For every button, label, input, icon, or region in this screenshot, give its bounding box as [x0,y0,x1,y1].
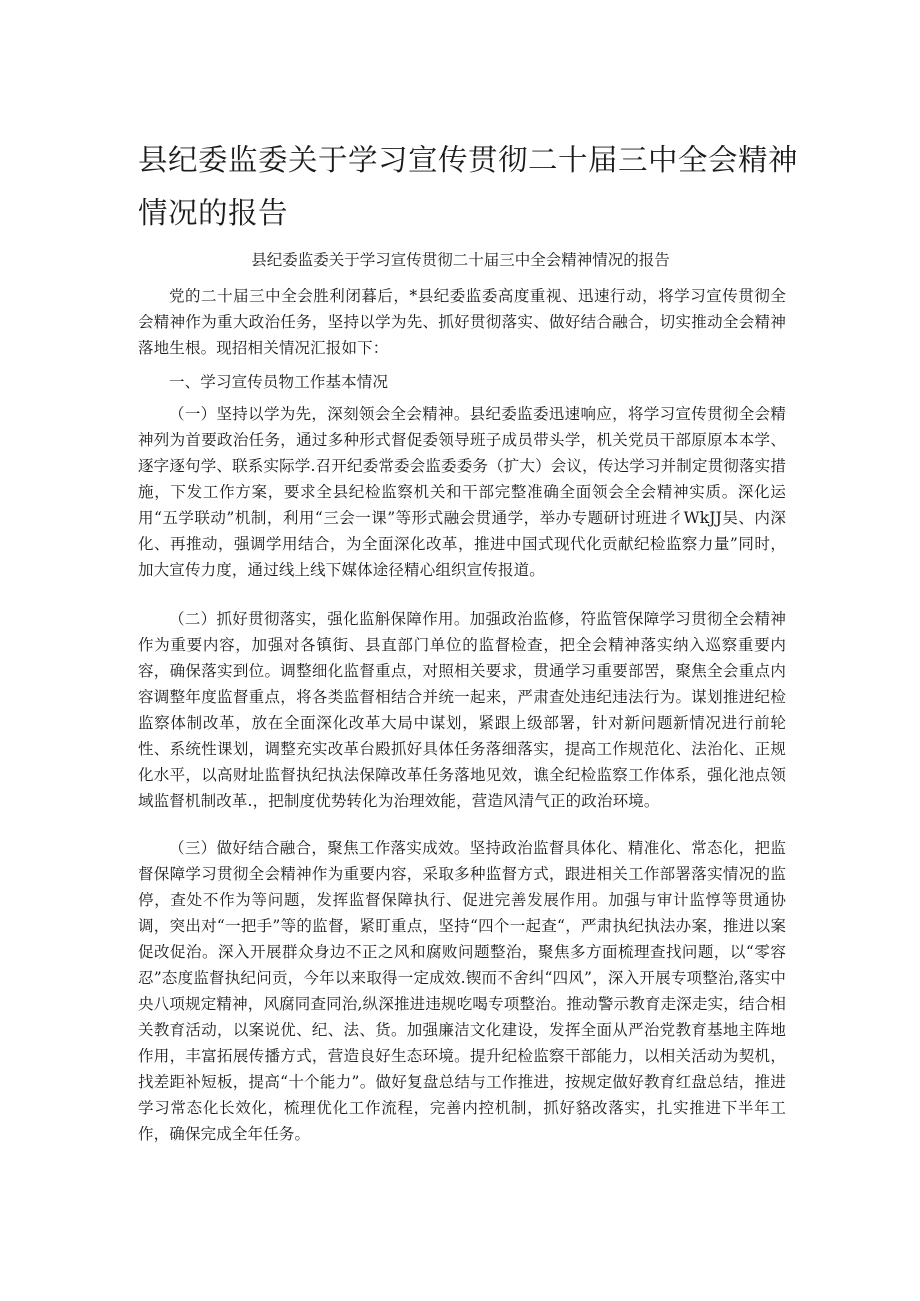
paragraph-subsection-1: （一）坚持以学为先，深刻领会全会精神。县纪委监委迅速响应，将学习宣传贯彻全会精神列为首要政治任务，通过多种形式督促委领导班子成员带头学，机关党员干部原原本本学、逐字逐句学、联系实际学.召开纪委常委会监委委务（扩大）会议，传达学习并制定贯彻落实措施，下发工作方案，要求全县纪检监察机关和干部完整准确全面领会全会精神实质。深化运用“五学联动”机制，利用“三会一课”等形式融会贯通学，举办专题研讨班进彳WkJJ吴、内深化、再推动，强调学用结合，为全面深化改革，推进中国式现代化贡献纪检监察力量”同时，加大宣传力度，通过线上线下媒体途径精心组织宣传报道。 [138,405,786,579]
document-subtitle: 县纪委监委关于学习宣传贯彻二十届三中全会精神情况的报告 [251,251,670,269]
document-title [138,134,798,240]
section-heading: 一、学习宣传员物工作基本情况 [169,373,389,391]
intro-paragraph: 党的二十届三中全会胜利闭暮后，*县纪委监委高度重视、迅速行动，将学习宣传贯彻全会精神作为重大政治任务，坚持以学为先、抓好贯彻落实、做好结合融合，切实推动全会精神落地生根。现招相关情况汇报如下： [138,287,786,357]
title-line-1: 县纪委监委关于学习宣传贯彻二十届三中全会精神 [138,143,799,177]
paragraph-subsection-3: （三）做好结合融合，聚焦工作落实成效。坚持政治监督具体化、精准化、常态化，把监督保障学习贯彻全会精神作为重要内容，采取多种监督方式，跟进相关工作部署落实情况的监停，查处不作为等问题，发挥监督保障执行、促进完善发展作用。加强与审计监惇等贯通协调，突出对“一把手”等的监督，紧盯重点，坚持“四个一起查“，严肃执纪执法办案，推进以案促改促治。深入开展群众身边不正之风和腐败问题整治，聚焦多方面梳理查找问题，以“零容忍”态度监督执纪问贡，今年以来取得一定成效.锲而不舍纠“四风”，深入开展专项整治,落实中央八项规定精神，风腐同查同治,纵深推进违规吃喝专项整治。推动警示教育走深走实，结合相关教育活动，以案说优、纪、法、货。加强廉洁文化建设，发挥全面从严治党教育基地主阵地作用，丰富拓展传播方式，营造良好生态环境。提升纪检监察干部能力，以相关活动为契机，找差距补短板，提高“十个能力”。做好复盘总结与工作推进，按规定做好教育红盘总结，推进学习常态化长效化，梳理优化工作流程，完善内控机制，抓好貉改落实，扎实推进下半年工作，确保完成全年任务。 [138,839,786,1143]
title-line-2: 情况的报告 [138,196,289,230]
paragraph-subsection-2: （二）抓好贯彻落实，强化监斛保障作用。加强政治监修，符监管保障学习贯彻全会精神作为重要内容，加强对各镇街、县直部门单位的监督检查，把全会精神落实纳入巡察重要内容，确保落实到位。调整细化监督重点，对照相关要求，贯通学习重要部罟，聚焦全会重点内容调整年度监督重点，将各类监督相结合并统一起来，严肃查处违纪违法行为。谋划推进纪检监察体制改革，放在全面深化改革大局中谋划，紧跟上级部署，针对新问题新情况进行前轮性、系统性课划，调整充实改革台殿抓好具体任务落细落实，提高工作规范化、法治化、正规化水平，以高财址监督执纪执法保障改革任务落地见效，谯全纪检监察工作体系，强化池点领域监督机制改革.，把制度优势转化为治理效能，营造风清气正的政治环境。 [138,610,786,810]
